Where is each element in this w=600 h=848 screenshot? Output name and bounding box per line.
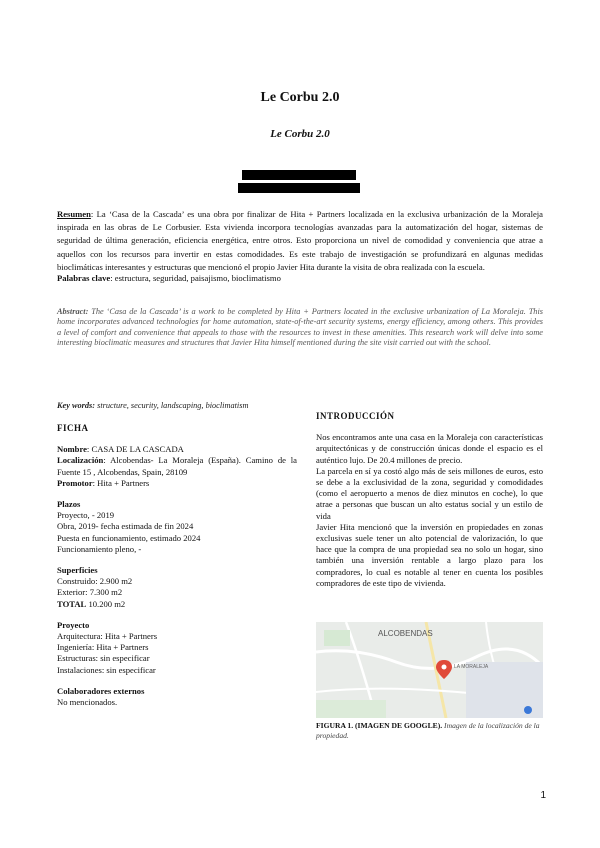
location-map	[316, 622, 543, 718]
figure-caption-italic: Imagen de la localización de la propiedad.	[316, 721, 540, 740]
plazos-item: Obra, 2019- fecha estimada de fin 2024	[57, 521, 194, 532]
plazos-item: Proyecto, - 2019	[57, 510, 115, 521]
proyecto-heading: Proyecto	[57, 619, 90, 630]
palabras-clave-line	[57, 272, 543, 284]
plazos-heading: Plazos	[57, 499, 81, 510]
total-value: 10.200 m2	[86, 598, 126, 609]
ficha-promotor-value: : Hita + Partners	[92, 477, 150, 488]
introduccion-paragraph: La parcela en sí ya costó algo más de seis millones de euros, esto se debe a la exclusividad de la zona, seguridad y comodidades (como el aeropuerto a menos de diez minutos en coche), lo que atrae a personas que buscan un alto estatus social y un estilo de vida	[316, 465, 543, 521]
ficha-general	[57, 444, 297, 489]
map-graphic	[316, 622, 543, 718]
ficha-localizacion-label: Localización	[57, 455, 104, 466]
key-words-text: structure, security, landscaping, bioclimatism	[95, 401, 249, 410]
figure-caption-bold: FIGURA 1. (IMAGEN DE GOOGLE).	[316, 721, 443, 730]
plazos-item: Funcionamiento pleno, -	[57, 543, 142, 554]
key-words-label: Key words:	[57, 401, 96, 410]
ficha-plazos	[57, 499, 297, 555]
colaboradores-value: No mencionados.	[57, 697, 118, 708]
ficha-nombre-label: Nombre	[57, 444, 87, 455]
superficies-total	[57, 599, 297, 610]
superficies-item: Construido: 2.900 m2	[57, 576, 133, 587]
introduccion-text	[316, 432, 543, 589]
ficha-colaboradores	[57, 686, 297, 708]
ficha-superficies	[57, 565, 297, 610]
resumen-text: : La ‘Casa de la Cascada’ es una obra por finalizar de Hita + Partners localizada en la exclusiva urbanización de la Moraleja inspirada en las obras de Le Corbusier. Esta vivienda incorpora tecnologías avanzadas para la automatización del hogar, sistemas de seguridad de última generación, eficiencia energética, entre otros. Esto proporciona un nivel de comodidad y conveniencia que atrae a aquellos con los recursos para invertir en estas comodidades. Es este trabajo de investigación se profundizará en algunas medidas bioclimáticas interesantes y estructuras que mencionó el propio Javier Hita durante la visita de obra realizada con la escuela.	[57, 209, 543, 272]
map-place-label: LA MORALEJA	[454, 664, 489, 670]
figure-caption	[316, 721, 543, 740]
abstract-text: The ‘Casa de la Cascada’ is a work to be completed by Hita + Partners located in the exclusive urbanization of La Moraleja. This home incorporates advanced technologies for home automation, state-of-the-art security systems, energy efficiency, among others. This provides a level of comfort and convenience that appeals to those with the resources to invest in these amenities. This research work will delve into some interesting bioclimatic measures and structures that Javier Hita himself mentioned during the site visit carried out with the school.	[57, 307, 543, 347]
ficha-promotor-label: Promotor	[57, 477, 93, 488]
redacted-affiliation-block	[238, 183, 360, 193]
total-label: TOTAL	[57, 598, 87, 609]
ficha-localizacion	[57, 455, 297, 477]
key-words-line	[57, 400, 543, 411]
introduccion-heading: INTRODUCCIÓN	[316, 411, 395, 421]
ficha-localizacion-value: : Alcobendas- La Moraleja (España). Camino de la Fuente 15 , Alcobendas, Spain, 28109	[57, 455, 297, 477]
ficha-nombre-value: : CASA DE LA CASCADA	[86, 444, 184, 455]
paper-subtitle: Le Corbu 2.0	[270, 128, 330, 140]
introduccion-paragraph: Nos encontramos ante una casa en la Moraleja con características arquitectónicas y de construcción únicas donde el espacio es el auténtico lujo. De 20.4 millones de precio.	[316, 432, 543, 465]
proyecto-item: Arquitectura: Hita + Partners	[57, 631, 158, 642]
ficha-nombre	[57, 444, 297, 455]
proyecto-item: Estructuras: sin especificar	[57, 653, 150, 664]
ficha-promotor	[57, 478, 297, 489]
abstract-label: Abstract:	[57, 307, 89, 316]
proyecto-item: Instalaciones: sin especificar	[57, 664, 156, 675]
superficies-item: Exterior: 7.300 m2	[57, 587, 123, 598]
paper-title: Le Corbu 2.0	[260, 90, 340, 105]
ficha-column	[57, 423, 297, 718]
resumen-label: Resumen	[57, 209, 91, 219]
palabras-clave-label: Palabras clave	[57, 273, 111, 283]
abstract-paragraph	[57, 307, 543, 348]
superficies-heading: Superficies	[57, 565, 98, 576]
introduccion-paragraph: Javier Hita mencionó que la inversión en propiedades en zonas exclusivas suele tener un alto potencial de valorización, lo que hace que la compra de una propiedad sea no solo un hogar, sino también una inversión rentable a largo plazo para los compradores, lo cual es notable al tener en cuenta los posibles compradores de este tipo de vivienda.	[316, 521, 543, 588]
redacted-author-block	[242, 170, 356, 180]
introduccion-column	[316, 411, 543, 589]
resumen-paragraph	[57, 208, 543, 274]
ficha-proyecto	[57, 620, 297, 676]
page-number: 1	[540, 790, 546, 801]
plazos-item: Puesta en funcionamiento, estimado 2024	[57, 532, 201, 543]
colaboradores-heading: Colaboradores externos	[57, 685, 145, 696]
palabras-clave-text: : estructura, seguridad, paisajismo, bioclimatismo	[110, 273, 281, 283]
ficha-heading: FICHA	[57, 423, 89, 433]
map-city-label: ALCOBENDAS	[378, 629, 433, 638]
proyecto-item: Ingeniería: Hita + Partners	[57, 642, 149, 653]
